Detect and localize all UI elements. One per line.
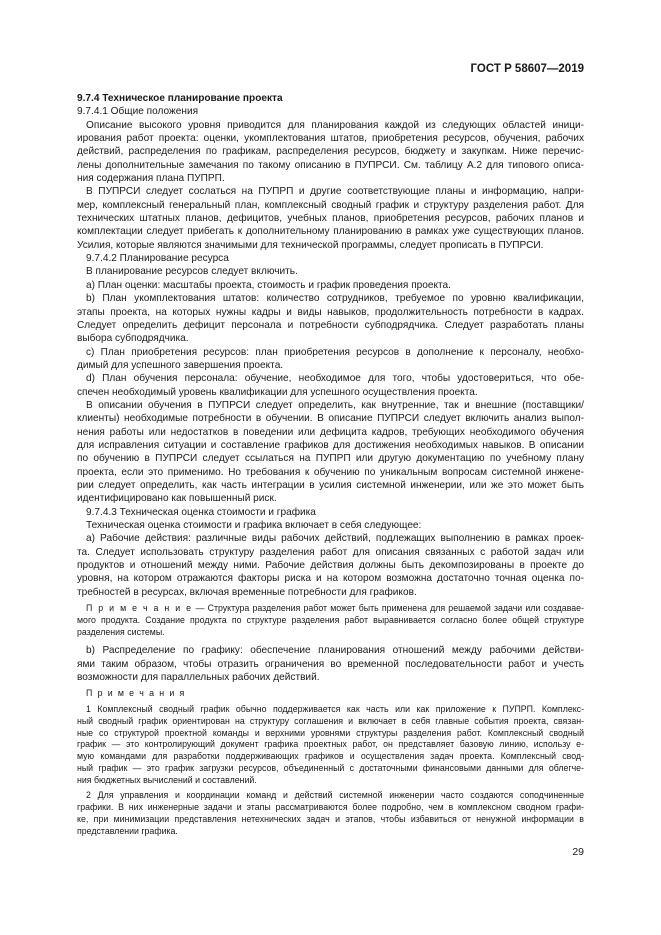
text-line: 9.7.4.2 Планирование ресурса <box>86 253 229 265</box>
note-block <box>77 603 584 638</box>
note-1-line: ный сводный график ориентирован на структуру соглашения и включает в себя главные события проекта, связан- <box>77 715 584 726</box>
note-line: разделения системы. <box>77 626 165 637</box>
note-2-line: графики. В них инженерные задачи и этапы рассматриваются более подробно, чем в комплексном сводном графи- <box>77 802 584 813</box>
item-b-line: возможности для параллельных рабочих действий. <box>77 672 320 683</box>
note-1 <box>77 704 584 786</box>
text-line: a) План оценки: масштабы проекта, стоимость и график проведения проекта. <box>86 279 451 291</box>
text-line: ирования работ проекта: оценки, укомплектования штатов, приобретения ресурсов, обучения, рабочих <box>77 133 584 145</box>
item-b-line: ями таким образом, чтобы отразить ограничения во временной последовательности работ и учесть <box>77 658 584 670</box>
text-line: для исправления ситуации и составление графиков для достижения необходимых навыков. В описании <box>77 439 584 451</box>
text-line: ния содержания плана ПУПРП. <box>77 173 225 185</box>
text-line: Описание высокого уровня приводится для планирования каждой из следующих областей иници- <box>86 119 584 131</box>
text-line: клиенты) необходимые потребности в обучении. В описание ПУПРСИ следует включить анализ выпол- <box>77 413 584 425</box>
note-2-line: представлении графика. <box>77 825 178 836</box>
text-line: В ПУПРСИ следует сослаться на ПУПРП и другие соответствующие планы и информацию, напри- <box>86 186 584 198</box>
text-line: нения работы или недостатков в поведении или дефицита кадров, требующих необходимого обучения <box>77 426 584 438</box>
text-line: лены дополнительные замечания по такому описанию в ПУПРСИ. См. таблицу А.2 для типового описа- <box>77 159 584 171</box>
text-line: В планирование ресурсов следует включить. <box>86 266 298 278</box>
note-line <box>77 603 584 615</box>
notes-block <box>77 688 584 837</box>
note-1-line: ные со структурой проектной команды и верхними уровнями структуры разделения работ. Комплексный сводный <box>77 727 584 738</box>
text-line: мер, комплексный генеральный план, комплексный сводный график и структуру разделения работ. Для <box>77 199 584 211</box>
text-line: та. Следует использовать структуру разделения работ для описания связанных с работой задач или <box>77 546 584 558</box>
text-line: димый для успешного завершения проекта. <box>77 359 284 371</box>
note-1-line: 1 Комплексный сводный график обычно поддерживается как часть или как приложение к ПУПРП. Комплекс- <box>86 704 584 715</box>
note-1-line: график — это контролирующий документ графика проектных работ, он представляет базовую линию, использу е- <box>77 739 584 750</box>
text-line: уровня, на котором отражаются факторы риска и на котором возможна достаточно точная оценка по- <box>77 573 584 585</box>
section-heading: 9.7.4 Техническое планирование проекта <box>77 93 283 104</box>
page-body <box>77 92 584 837</box>
text-line: технических штатных планов, дефицитов, учебных планов, приобретения ресурсов, рабочих планов и <box>77 213 584 225</box>
text-line: b) План укомплектования штатов: количество сотрудников, требуемое по уровню квалификации, <box>86 293 584 305</box>
note-1-line: мую командами для разработки поддерживающих графиков и осуществления задач проекта. Комплексный свод- <box>77 751 584 762</box>
text-line: действий, распределения по графикам, распределения ресурсов, бюджету и закупкам. Ниже перечис- <box>77 146 584 158</box>
text-line: продуктов и отношений между ними. Рабочие действия должны быть декомпозированы в проекте до <box>77 560 584 572</box>
text-line: Техническая оценка стоимости и графика включает в себя следующее: <box>86 520 422 531</box>
note-line: мого продукта. Создание продукта по структуре разделения работ выравнивается согласно более общей структуре <box>77 614 584 625</box>
text-line: 9.7.4.3 Техническая оценка стоимости и графика <box>86 506 316 518</box>
note-1-line: ния бюджетных вычислений и составлений. <box>77 774 257 785</box>
text-line: комплектации следует прибегать к дополнительному планированию в рамках уже существующих планов. Усилия, которые являются значимыми для технической программы, следует прописать в ПУПРСИ. <box>77 226 584 251</box>
item-b-line: b) Распределение по графику: обеспечение планирования отношений между рабочими действи- <box>86 645 584 657</box>
text-line: d) План обучения персонала: обучение, необходимое для того, чтобы удостовериться, что обе- <box>86 373 584 385</box>
text-line: 9.7.4.1 Общие положения <box>77 106 199 118</box>
text-line: идентифицировано как повышенный риск. <box>77 493 277 505</box>
main-text <box>77 92 584 599</box>
standard-header: ГОСТ Р 58607—2019 <box>470 63 584 75</box>
text-line: требностей в ресурсах, включая временные потребности для графиков. <box>77 586 417 598</box>
text-line: рии следует определить, как часть интеграции в усилия системной инженерии, или же это может быть <box>77 479 584 491</box>
text-line: c) План приобретения ресурсов: план приобретения ресурсов в дополнение к персоналу, необхо- <box>86 346 584 358</box>
note-label: П р и м е ч а н и е <box>86 603 193 614</box>
text-line: В описании обучения в ПУПРСИ следует определить, как внутренние, так и внешние (поставщики/ <box>86 399 584 411</box>
note-text: — Структура разделения работ может быть применена для решаемой задачи или создавае- <box>195 603 584 614</box>
text-line: a) Рабочие действия: различные виды рабочих действий, подлежащих выполнению в рамках проек- <box>86 533 584 545</box>
item-b-block <box>77 644 584 684</box>
note-1-line: ный график — это график загрузки ресурсов, объединенный с достаточными финансовыми данными для облегче- <box>77 762 584 773</box>
text-line: этапы проекта, на которых нужны кадры и виды навыков, продолжительность потребности в кадрах. <box>77 306 584 318</box>
text-line: Следует определить дефицит персонала и потребности субподрядчика. Следует разработать планы <box>77 319 584 331</box>
note-2-line: ке, при минимизации представления нетехнических задач и этапов, чтобы избавиться от ненужной информации в <box>77 813 584 824</box>
page-number: 29 <box>572 846 584 858</box>
note-2-line: 2 Для управления и координации команд и действий системной инженерии часто создаются соподчиненные <box>86 790 584 801</box>
notes-label: П р и м е ч а н и я <box>86 688 186 699</box>
text-line: выбора субподрядчика. <box>77 333 189 345</box>
note-2 <box>77 790 584 837</box>
text-line: проекта, если это применимо. Но требования к обучению по уникальным вопросам системной инжене- <box>77 466 584 478</box>
text-line: спечен необходимый уровень квалификации для успешного осуществления проекта. <box>77 386 478 398</box>
text-line: по обучению в ПУПРСИ следует ссылаться на ПУПРП или другую документацию по учебному плану <box>77 453 584 465</box>
